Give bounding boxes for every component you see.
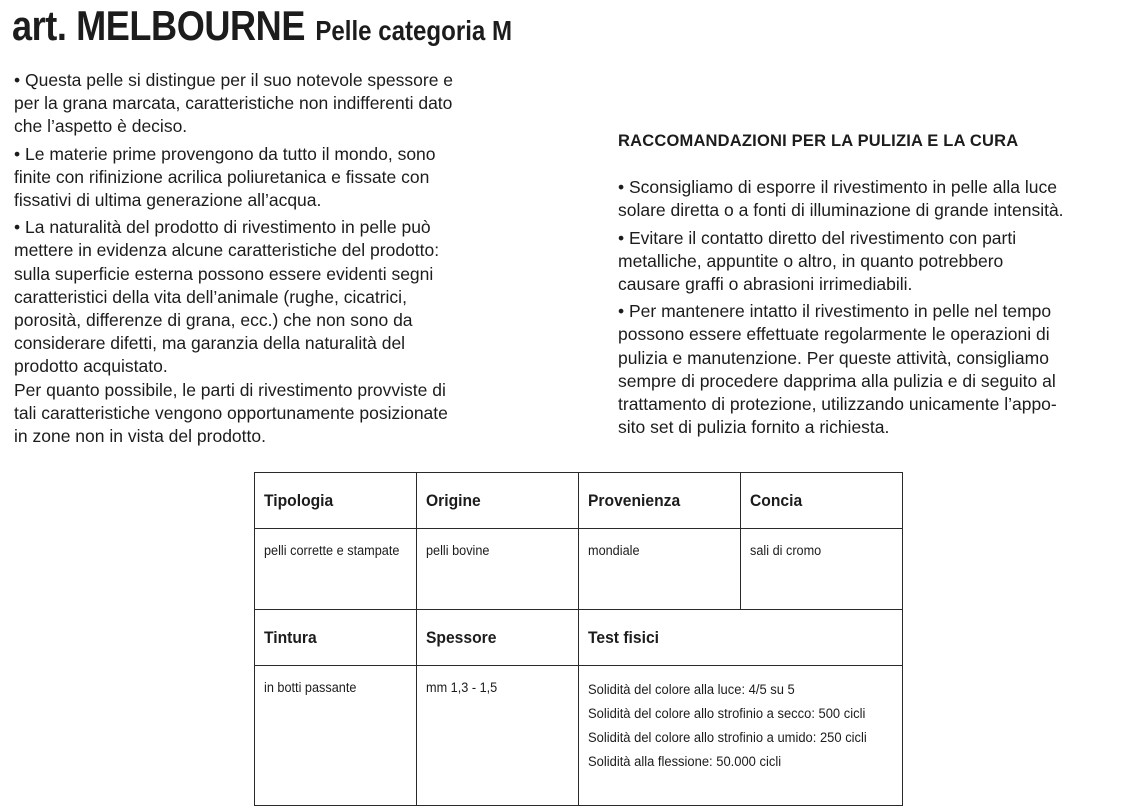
- test-result-item: Solidità del colore alla luce: 4/5 su 5: [588, 682, 795, 697]
- test-results: [579, 666, 903, 806]
- value-origine: pelli bovine: [417, 529, 579, 610]
- care-paragraph: • Evitare il contatto diretto del rivestimento con parti metalliche, appuntite o altro, in quanto potrebbero causare graffi o abrasioni irrimediabili.: [618, 227, 1017, 295]
- header-test-fisici: Test fisici: [579, 610, 903, 666]
- value-tipologia: pelli corrette e stampate: [255, 529, 417, 610]
- leather-category: Pelle categoria M: [315, 15, 513, 46]
- header-concia: Concia: [741, 473, 903, 529]
- header-spessore: Spessore: [417, 610, 579, 666]
- header-tintura: Tintura: [255, 610, 417, 666]
- description-paragraph: • Le materie prime provengono da tutto il mondo, sono finite con rifinizione acrilica poliuretanica e fissate con fissativi di ultima generazione all’acqua.: [14, 143, 436, 211]
- specs-table: [254, 472, 903, 806]
- header-tipologia: Tipologia: [255, 473, 417, 529]
- value-spessore: mm 1,3 - 1,5: [417, 666, 579, 806]
- table-row: [255, 666, 903, 806]
- header-origine: Origine: [417, 473, 579, 529]
- test-result-item: Solidità del colore allo strofinio a secco: 500 cicli: [588, 706, 866, 721]
- header-provenienza: Provenienza: [579, 473, 741, 529]
- test-result-item: Solidità alla flessione: 50.000 cicli: [588, 754, 782, 769]
- description-paragraph: • Questa pelle si distingue per il suo notevole spessore e per la grana marcata, caratteristiche non indifferenti dato che l’aspetto è deciso.: [14, 70, 454, 137]
- description-column: [14, 69, 514, 452]
- care-heading: RACCOMANDAZIONI PER LA PULIZIA E LA CURA: [618, 132, 1019, 150]
- page-title: [12, 2, 512, 60]
- value-provenienza: mondiale: [579, 529, 741, 610]
- value-concia: sali di cromo: [741, 529, 903, 610]
- care-paragraph: • Per mantenere intatto il rivestimento in pelle nel tempo possono essere effettuate regolarmente le operazioni di pulizia e manutenzione. Per queste attività, consigliamo sempre di procedere dapprima alla pulizia e di seguito al trattamento di protezione, utilizzando unicamente l’appo- sito set di pulizia fornito a richiesta.: [618, 301, 1057, 438]
- care-column: [618, 130, 1128, 443]
- article-name: art. MELBOURNE: [12, 2, 306, 49]
- table-row: [255, 529, 903, 610]
- table-header-row: [255, 610, 903, 666]
- test-result-item: Solidità del colore allo strofinio a umido: 250 cicli: [588, 730, 867, 745]
- description-paragraph: • La naturalità del prodotto di rivestimento in pelle può mettere in evidenza alcune caratteristiche del prodotto: sulla superficie esterna possono essere evidenti segni caratteristici della vita dell’animale (rughe, cicatrici, porosità, differenze di grana, ecc.) che non sono da considerare difetti, ma garanzia della naturalità del prodotto acquistato. Per quanto possibile, le parti di rivestimento provviste di tali caratteristiche vengono opportunamente posizionate in zone non in vista del prodotto.: [14, 217, 448, 447]
- table-header-row: [255, 473, 903, 529]
- value-tintura: in botti passante: [255, 666, 417, 806]
- care-paragraph: • Sconsigliamo di esporre il rivestimento in pelle alla luce solare diretta o a fonti di illuminazione di grande intensità.: [618, 177, 1064, 221]
